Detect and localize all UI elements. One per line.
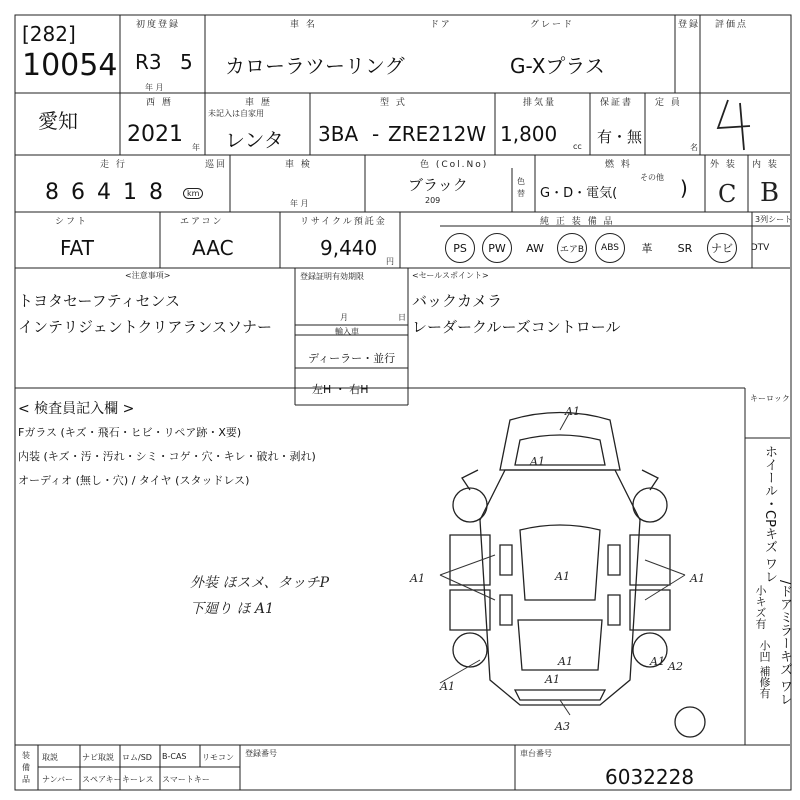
accessory-item: キーレス — [122, 775, 154, 784]
cc-label: 排気量 — [523, 98, 557, 108]
model-prefix: 3BA — [318, 122, 359, 146]
damage-mark: A1 — [690, 572, 705, 585]
year-unit: 年 — [192, 143, 200, 152]
score-label: 評価点 — [715, 20, 749, 30]
region: 愛知 — [38, 109, 78, 133]
usage: レンタ — [225, 128, 284, 152]
recycle-unit: 円 — [386, 257, 394, 266]
accessory-item: スペアキー — [82, 775, 122, 784]
import-label: 輸入車 — [335, 327, 359, 336]
side-label-1: ホイール・CPキズ ワレ — [762, 445, 777, 584]
capacity-unit: 名 — [690, 143, 698, 152]
car-name: カローラツーリング — [225, 54, 405, 78]
mileage-label: 走 行 — [100, 160, 127, 170]
accessory-item: ロム/SD — [122, 753, 152, 762]
equipment-item: DTV — [750, 243, 770, 253]
exterior-grade: C — [718, 180, 737, 208]
chassis-label: 車台番号 — [520, 749, 552, 758]
caution-line-2: インテリジェントクリアランスソナー — [18, 318, 272, 336]
shift-label: シフト — [55, 217, 89, 227]
odometer-label: 巡回 — [205, 160, 228, 170]
usage-sub: 未記入は自家用 — [208, 109, 264, 118]
fuel: G・D・電気( — [540, 186, 618, 201]
first-reg-era: R3 — [135, 50, 162, 74]
damage-mark: A1 — [565, 405, 580, 418]
damage-mark: A1 — [555, 570, 570, 583]
year: 2021 — [127, 122, 183, 147]
equipment-label: 純 正 装 備 品 — [540, 217, 615, 227]
equipment-item: SR — [677, 241, 693, 255]
selling-line-1: バックカメラ — [412, 292, 503, 310]
inspector-title: < 検査員記入欄 > — [18, 401, 135, 417]
equipment-item: AW — [526, 241, 544, 255]
registration-day: 日 — [398, 313, 406, 322]
side-note-1: 小キズ有 — [754, 585, 767, 629]
handle-value: 左H ・ 右H — [312, 383, 369, 396]
damage-mark: A1 — [558, 655, 573, 668]
exterior-label: 外 装 — [710, 160, 737, 170]
handwritten-note-1: 外装 ほスメ、タッチP — [190, 575, 330, 591]
inspection-unit: 年 月 — [290, 199, 309, 208]
model-label: 型 式 — [380, 98, 407, 108]
inspector-line-1: Fガラス (キズ・飛石・ヒビ・リペア跡・X要) — [18, 426, 242, 439]
accessory-item: B-CAS — [162, 752, 187, 761]
first-reg-month: 5 — [180, 50, 193, 74]
interior-label: 内 装 — [752, 160, 779, 170]
model-dash: - — [372, 122, 380, 146]
hand-label: 登録 — [678, 20, 701, 30]
mileage: 86418 — [45, 180, 175, 205]
third-row-label: 3列シート — [755, 215, 793, 224]
fuel-other: その他 — [640, 173, 664, 182]
registration-month: 月 — [340, 313, 348, 322]
cc: 1,800 — [500, 122, 558, 146]
car-diagram — [450, 413, 705, 738]
equipment-item: エアB — [557, 233, 587, 263]
reg-number-label: 登録番号 — [245, 749, 277, 758]
selling-line-2: レーダークルーズコントロール — [412, 318, 621, 336]
damage-mark: A3 — [555, 720, 570, 733]
side-label-2: /ドアミラーキズ ワレ — [777, 580, 792, 706]
mileage-unit: km — [183, 188, 203, 199]
damage-mark: A2 — [668, 660, 683, 673]
caution-line-1: トヨタセーフティセンス — [18, 292, 181, 310]
door-label: ドア — [430, 20, 452, 30]
interior-grade: B — [760, 178, 780, 208]
caution-label: <注意事項> — [125, 271, 171, 280]
side-note-2: 小凹 補修有 — [758, 640, 771, 699]
first-reg-unit: 年 月 — [145, 83, 164, 92]
grade: G-Xプラス — [510, 54, 605, 78]
first-reg-label: 初度登録 — [136, 20, 181, 30]
damage-mark: A1 — [650, 655, 665, 668]
equipment-item: 革 — [641, 242, 653, 255]
grade-label: グレード — [530, 20, 575, 30]
accessory-item: ナビ取説 — [82, 753, 114, 762]
recycle-label: リサイクル預託金 — [300, 217, 387, 227]
lot-number: 10054 — [22, 48, 118, 83]
inspector-line-3: オーディオ (無し・穴) / タイヤ (スタッドレス) — [18, 474, 250, 487]
year-label: 西 暦 — [146, 98, 173, 108]
equipment-item: PW — [482, 233, 512, 263]
color: ブラック — [408, 176, 468, 194]
warranty-label: 保証書 — [600, 98, 634, 108]
registration-label: 登録証明有効期限 — [300, 272, 364, 281]
accessory-item: リモコン — [202, 753, 234, 762]
model-code: ZRE212W — [388, 122, 487, 146]
accessories-label: 装 備 品 — [22, 751, 30, 784]
fuel-close: ) — [680, 176, 688, 200]
handwritten-note-2: 下廻り ほ A1 — [190, 601, 274, 617]
accessory-item: ナンバー — [42, 775, 74, 784]
accessory-item: 取説 — [42, 753, 58, 762]
ac-label: エアコン — [180, 217, 224, 227]
equipment-item: PS — [445, 233, 475, 263]
equipment-item: ABS — [595, 233, 625, 263]
color-label: 色 (Col.No) — [420, 160, 489, 170]
keylock-label: キーロック — [750, 394, 790, 403]
damage-mark: A1 — [410, 572, 425, 585]
inspection-label: 車 検 — [285, 160, 312, 170]
lot-bracket: [282] — [22, 22, 76, 46]
recycle: 9,440 — [320, 236, 378, 260]
damage-mark: A1 — [440, 680, 455, 693]
color-change-label: 色替 — [517, 177, 525, 198]
chassis-number: 6032228 — [605, 765, 695, 789]
usage-label: 車 歴 — [245, 98, 272, 108]
ac: AAC — [192, 236, 234, 260]
warranty: 有・無 — [597, 128, 643, 146]
equipment-item: ナビ — [707, 233, 737, 263]
capacity-label: 定 員 — [655, 98, 682, 108]
shift: FAT — [60, 236, 95, 260]
cc-unit: cc — [573, 142, 582, 151]
score-handwritten — [718, 100, 750, 150]
damage-mark: A1 — [530, 455, 545, 468]
car-name-label: 車 名 — [290, 20, 317, 30]
selling-label: <セールスポイント> — [412, 271, 489, 280]
damage-mark: A1 — [545, 673, 560, 686]
import-value: ディーラー・並行 — [308, 352, 396, 365]
inspector-line-2: 内装 (キズ・汚・汚れ・シミ・コゲ・穴・キレ・破れ・剥れ) — [18, 450, 316, 463]
accessory-item: スマートキー — [162, 775, 210, 784]
fuel-label: 燃 料 — [605, 160, 632, 170]
color-code: 209 — [425, 196, 441, 205]
